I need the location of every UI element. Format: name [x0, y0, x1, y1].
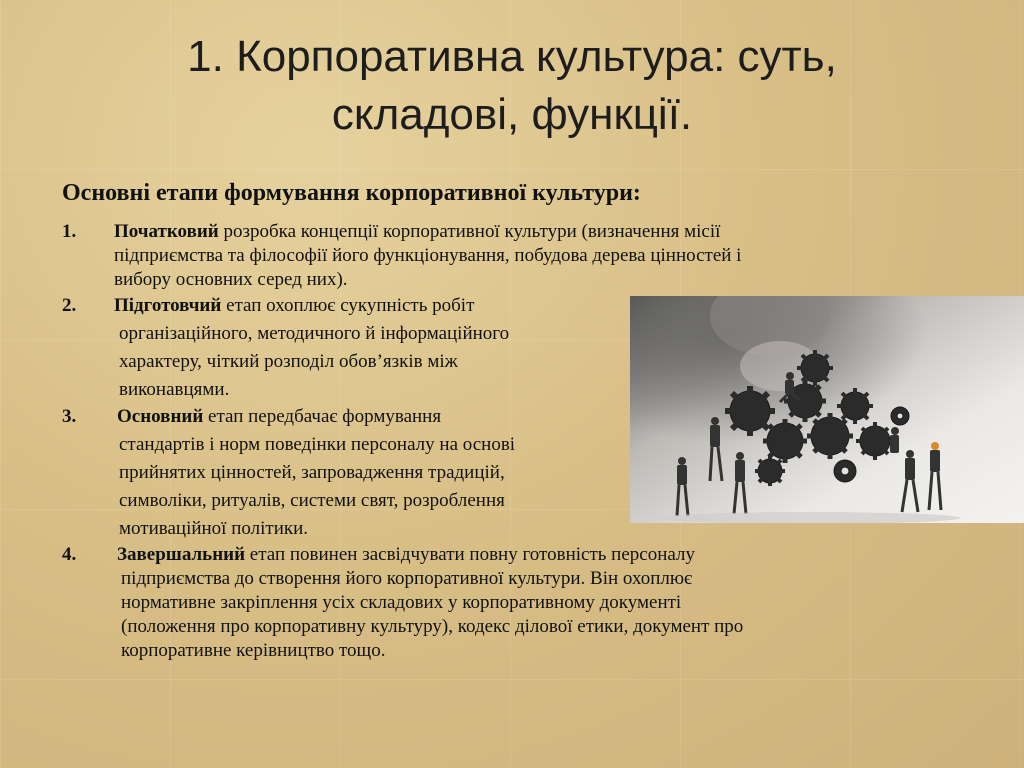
stage-line: підприємства до створення його корпоративної культури. Він охоплює	[121, 568, 693, 589]
stage-line: символіки, ритуалів, системи свят, розроблення	[119, 490, 505, 511]
stage-line: характеру, чіткий розподіл обов’язків між	[119, 351, 458, 372]
title-line-2: складові, функції.	[331, 90, 693, 139]
stage-number: 1.	[62, 221, 77, 242]
stage-line: нормативне закріплення усіх складових у корпоративному документі	[121, 592, 682, 613]
section-subtitle: Основні етапи формування корпоративної культури:	[62, 180, 641, 206]
stage-line: організаційного, методичного й інформаційного	[119, 323, 510, 344]
stage-line: Підготовчий етап охоплює сукупність робіт	[114, 295, 475, 316]
stage-line: стандартів і норм поведінки персоналу на основі	[119, 434, 516, 455]
stage-number: 4.	[62, 544, 77, 565]
stage-label: Завершальний	[117, 544, 246, 565]
gears-icon	[630, 296, 1024, 523]
slide-title	[40, 28, 984, 144]
stage-line: прийнятих цінностей, запровадження традицій,	[119, 462, 505, 483]
stage-line: виконавцями.	[119, 379, 230, 400]
stage-label: Початковий	[114, 221, 219, 242]
stage-number: 2.	[62, 295, 77, 316]
stage-line: підприємства та філософії його функціонування, побудова дерева цінностей і	[114, 245, 742, 266]
stage-line: Завершальний етап повинен засвідчувати повну готовність персоналу	[117, 544, 695, 565]
stage-line: вибору основних серед них).	[114, 269, 348, 290]
stage-line: (положення про корпоративну культуру), кодекс ділової етики, документ про	[121, 616, 744, 637]
gears-teamwork-photo	[630, 296, 1024, 523]
stage-line: Основний етап передбачає формування	[117, 406, 442, 427]
stage-label: Підготовчий	[114, 295, 222, 316]
stage-label: Основний	[117, 406, 204, 427]
stage-line: корпоративне керівництво тощо.	[121, 640, 386, 661]
stage-line: мотиваційної політики.	[119, 518, 309, 539]
stage-number: 3.	[62, 406, 77, 427]
title-line-1: 1. Корпоративна культура: суть,	[187, 32, 837, 81]
stage-line: Початковий розробка концепції корпоративної культури (визначення місії	[114, 221, 721, 242]
